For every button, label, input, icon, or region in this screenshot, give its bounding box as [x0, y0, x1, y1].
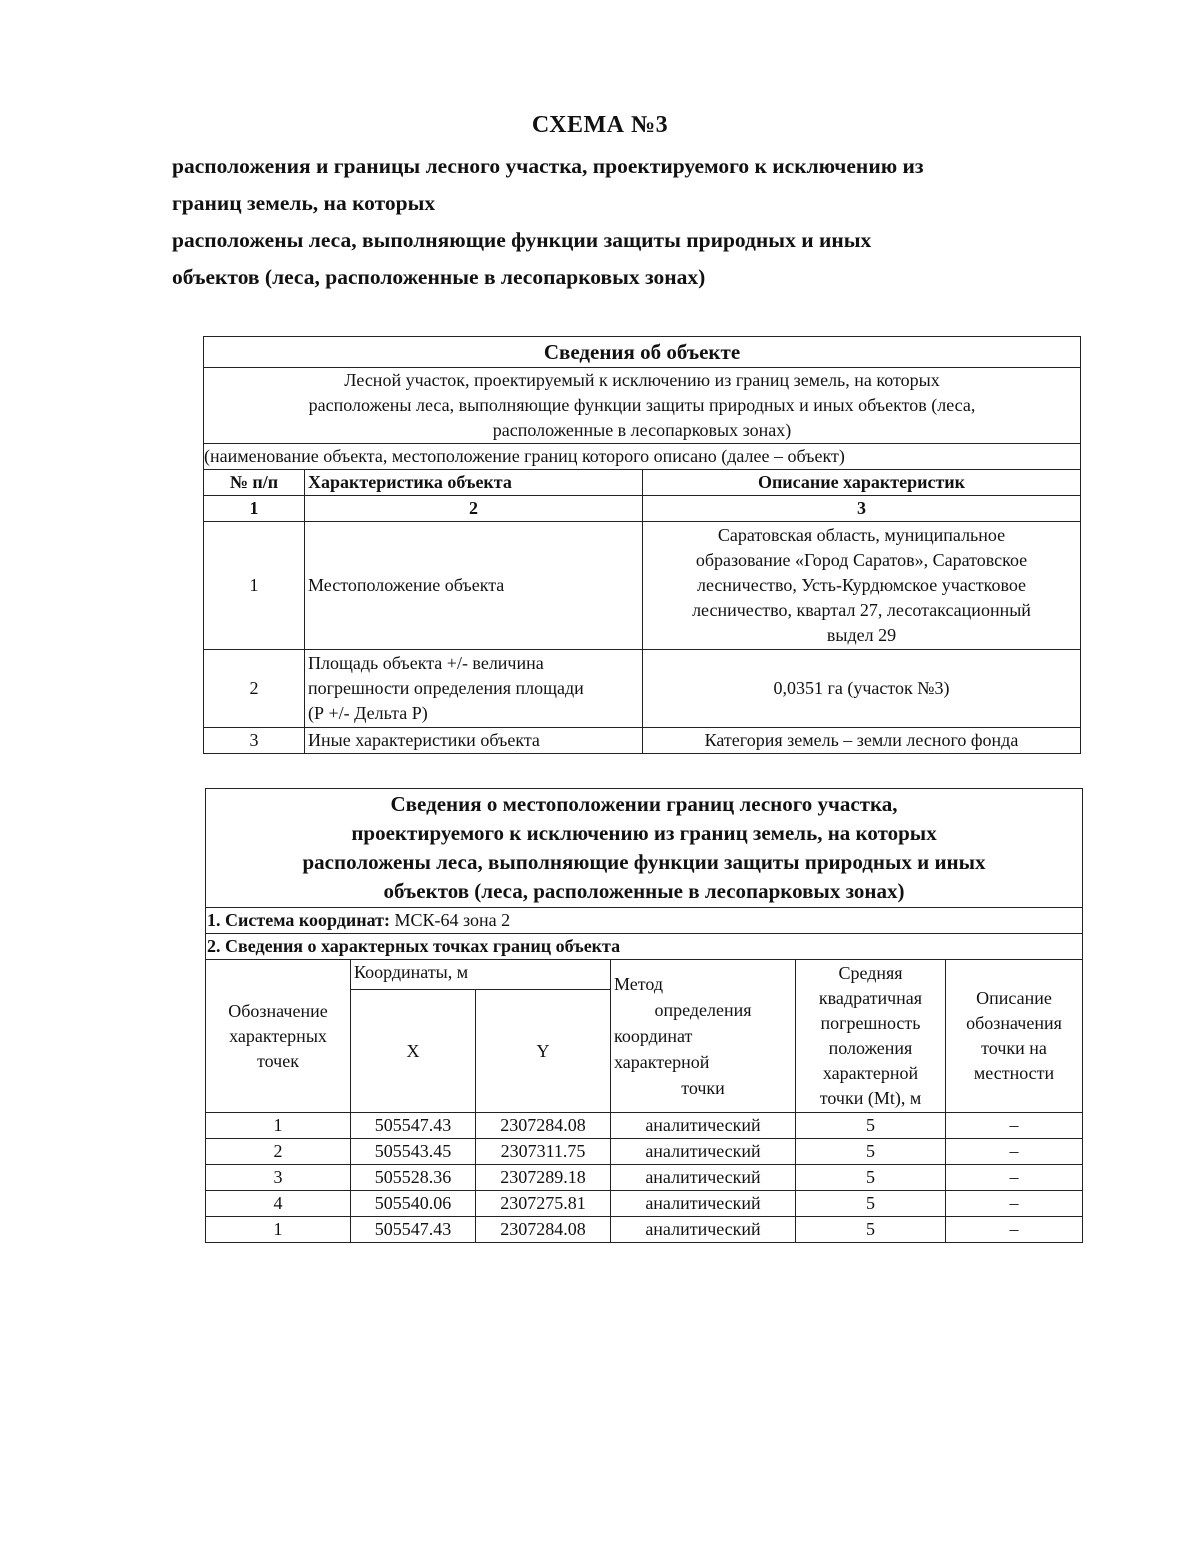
row-description [643, 522, 1081, 650]
boundary-header-line: объектов (леса, расположенные в лесопарковых зонах) [383, 879, 905, 903]
subtitle-line: объектов (леса, расположенные в лесопарковых зонах) [172, 265, 706, 289]
column-header-number: № п/п [204, 470, 305, 496]
characteristic-line: Площадь объекта +/- величина [308, 653, 544, 673]
header-line: местности [973, 1063, 1055, 1083]
header-line: Обозначение [228, 1000, 328, 1021]
row-number: 1 [204, 522, 305, 650]
column-header-x: X [351, 990, 476, 1113]
point-y: 2307311.75 [476, 1139, 611, 1165]
table-row [204, 522, 1081, 650]
header-line: характерных [229, 1025, 327, 1046]
point-id: 2 [206, 1139, 351, 1165]
header-line: обозначения [966, 1013, 1062, 1033]
point-description: – [946, 1113, 1083, 1139]
point-description: – [946, 1191, 1083, 1217]
description-line: образование «Город Саратов», Саратовское [695, 550, 1028, 570]
row-description: Категория земель – земли лесного фонда [643, 728, 1081, 754]
point-description: – [946, 1217, 1083, 1243]
row-characteristic [305, 650, 643, 728]
point-error: 5 [796, 1165, 946, 1191]
characteristic-line: (Р +/- Дельта Р) [308, 703, 428, 723]
point-id: 1 [206, 1113, 351, 1139]
object-info-header: Сведения об объекте [204, 337, 1081, 368]
subtitle-line: расположения и границы лесного участка, проектируемого к исключению из [172, 154, 924, 178]
point-error: 5 [796, 1191, 946, 1217]
boundary-header [206, 789, 1083, 908]
object-name-line: расположены леса, выполняющие функции защиты природных и иных объектов (леса, [308, 395, 976, 415]
point-method: аналитический [611, 1191, 796, 1217]
header-line: Описание [976, 988, 1052, 1008]
table-row [204, 650, 1081, 728]
column-header-y: Y [476, 990, 611, 1113]
description-line: лесничество, квартал 27, лесотаксационный [692, 600, 1031, 620]
point-error: 5 [796, 1139, 946, 1165]
header-line: Метод [614, 974, 664, 994]
document-title: СХЕМА №3 [531, 112, 669, 138]
table-row [206, 1139, 1083, 1165]
table-row [204, 728, 1081, 754]
document-subtitle [172, 148, 1112, 296]
header-line: погрешность [820, 1013, 921, 1033]
header-line: положения [828, 1038, 913, 1058]
point-id: 3 [206, 1165, 351, 1191]
point-y: 2307284.08 [476, 1113, 611, 1139]
description-line: лесничество, Усть-Курдюмское участковое [696, 575, 1027, 595]
point-id: 1 [206, 1217, 351, 1243]
point-description: – [946, 1165, 1083, 1191]
subtitle-line: границ земель, на которых [172, 191, 436, 215]
point-y: 2307284.08 [476, 1217, 611, 1243]
points-section-title: 2. Сведения о характерных точках границ объекта [206, 934, 1083, 960]
header-line: координат [614, 1026, 693, 1046]
header-line: характерной [614, 1052, 710, 1072]
column-number: 3 [643, 496, 1081, 522]
table-row [206, 1113, 1083, 1139]
column-header-coordinates: Координаты, м [351, 960, 611, 990]
point-method: аналитический [611, 1113, 796, 1139]
boundary-header-line: проектируемого к исключению из границ земель, на которых [351, 821, 937, 845]
point-method: аналитический [611, 1217, 796, 1243]
header-line: характерной [822, 1063, 919, 1083]
point-x: 505540.06 [351, 1191, 476, 1217]
column-header-description: Описание характеристик [643, 470, 1081, 496]
coordinate-system-label: 1. Система координат: [207, 910, 390, 930]
object-name-line: Лесной участок, проектируемый к исключению из границ земель, на которых [344, 370, 940, 390]
table-row [206, 1217, 1083, 1243]
point-method: аналитический [611, 1139, 796, 1165]
header-line: квадратичная [818, 988, 923, 1008]
point-description: – [946, 1139, 1083, 1165]
column-header-point-description [946, 960, 1083, 1113]
object-name-note: (наименование объекта, местоположение границ которого описано (далее – объект) [204, 444, 1081, 470]
point-error: 5 [796, 1217, 946, 1243]
object-name [204, 368, 1081, 444]
subtitle-line: расположены леса, выполняющие функции защиты природных и иных [172, 228, 872, 252]
boundary-header-line: расположены леса, выполняющие функции защиты природных и иных [302, 850, 986, 874]
column-header-method [611, 960, 796, 1113]
column-number: 1 [204, 496, 305, 522]
column-header-error [796, 960, 946, 1113]
column-header-designation [206, 960, 351, 1113]
description-line: выдел 29 [826, 625, 897, 645]
row-description: 0,0351 га (участок №3) [643, 650, 1081, 728]
point-x: 505547.43 [351, 1217, 476, 1243]
boundary-points-table [205, 788, 1083, 1243]
coordinate-system [206, 908, 1083, 934]
header-line: определения [654, 1000, 752, 1020]
point-y: 2307275.81 [476, 1191, 611, 1217]
point-error: 5 [796, 1113, 946, 1139]
object-info-table [203, 336, 1081, 754]
header-line: точки (Mt), м [819, 1088, 922, 1108]
boundary-header-line: Сведения о местоположении границ лесного участка, [390, 792, 898, 816]
column-number: 2 [305, 496, 643, 522]
characteristic-line: погрешности определения площади [308, 678, 584, 698]
point-x: 505543.45 [351, 1139, 476, 1165]
header-line: точки [681, 1078, 725, 1098]
header-line: Средняя [838, 963, 903, 983]
row-number: 3 [204, 728, 305, 754]
header-line: точки на [981, 1038, 1047, 1058]
row-characteristic: Иные характеристики объекта [305, 728, 643, 754]
row-characteristic: Местоположение объекта [305, 522, 643, 650]
object-name-line: расположенные в лесопарковых зонах) [492, 420, 792, 440]
column-header-characteristic: Характеристика объекта [305, 470, 643, 496]
point-x: 505528.36 [351, 1165, 476, 1191]
coordinate-system-value: МСК-64 зона 2 [394, 910, 511, 930]
point-x: 505547.43 [351, 1113, 476, 1139]
point-id: 4 [206, 1191, 351, 1217]
row-number: 2 [204, 650, 305, 728]
table-row [206, 1191, 1083, 1217]
point-method: аналитический [611, 1165, 796, 1191]
point-y: 2307289.18 [476, 1165, 611, 1191]
description-line: Саратовская область, муниципальное [717, 525, 1006, 545]
header-line: точек [257, 1050, 299, 1071]
table-row [206, 1165, 1083, 1191]
